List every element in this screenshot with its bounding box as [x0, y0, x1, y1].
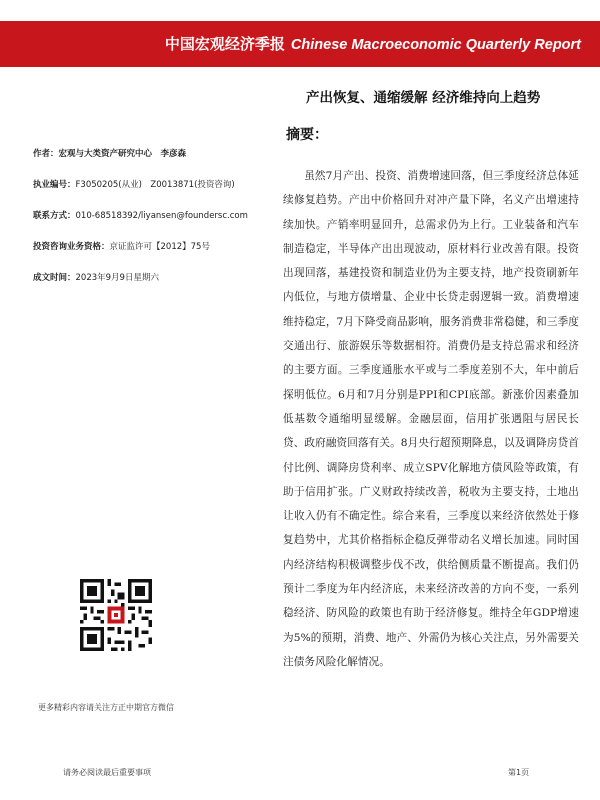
date-value: 2023年9月9日星期六: [75, 273, 159, 283]
qr-caption: 更多精彩内容请关注方正中期官方微信: [38, 703, 174, 712]
qualification-row: [33, 240, 210, 252]
contact-value[interactable]: 010-68518392/liyansen@foundersc.com: [75, 211, 248, 221]
date-row: [33, 271, 159, 283]
author-label: 作者：: [33, 149, 59, 159]
date-label: 成文时间：: [33, 273, 76, 283]
footer-disclaimer: 请务必阅读最后重要事项: [63, 768, 151, 777]
contact-row: [33, 209, 248, 221]
qualification-value: 京证监许可【2012】75号: [109, 242, 210, 252]
header-band: [0, 21, 600, 67]
author-value: 宏观与大类资产研究中心 李彦森: [58, 149, 187, 159]
page-number: 第1页: [508, 768, 530, 777]
contact-label: 联系方式：: [33, 211, 76, 221]
qualification-label: 投资咨询业务资格：: [33, 242, 110, 252]
abstract-heading: 摘要：: [286, 127, 328, 143]
license-value: F3050205(从业) Z0013871(投资咨询): [75, 180, 235, 190]
series-title-cn: 中国宏观经济季报: [164, 35, 285, 53]
author-row: [33, 147, 186, 159]
qr-code-icon: [80, 579, 152, 651]
report-series-title: [0, 21, 581, 67]
license-row: [33, 178, 235, 190]
series-title-en: Chinese Macroeconomic Quarterly Report: [290, 37, 581, 53]
license-label: 执业编号：: [33, 180, 76, 190]
report-title: 产出恢复、通缩缓解 经济维持向上趋势: [306, 90, 541, 106]
abstract-body: 虽然7月产出、投资、消费增速回落，但三季度经济总体延续修复趋势。产出中价格回升对冲产量下降，名义产出增速持续加快。产销率明显回升，总需求仍为上行。工业装备和汽车制造稳定，半导体产出出现波动，原材料行业改善有限。投资出现回落，基建投资和制造业仍为主要支持，地产投资刷新年内低位，与地方债增量、企业中长贷走弱逻辑一致。消费增速维持稳定，7月下降受商品影响，服务消费非常稳健，和三季度交通出行、旅游娱乐等数据相符。消费仍是支持总需求和经济的主要方面。三季度通胀水平或与二季度差别不大，年中前后探明低位。6月和7月分别是PPI和CPI底部。新涨价因素叠加低基数令通缩明显缓解。金融层面，信用扩张遇阻与居民长贷、政府融资回落有关。8月央行超预期降息，以及调降房贷首付比例、调降房贷利率、成立SPV化解地方债风险等政策，有助于信用扩张。广义财政持续改善，税收为主要支持，土地出让收入仍有不确定性。综合来看，三季度以来经济依然处于修复趋势中，尤其价格指标企稳反弹带动名义增长加速。同时国内经济结构积极调整步伐不改，供给侧质量不断提高。我们仍预计二季度为年内经济底，未来经济改善的方向不变，一系列稳经济、防风险的政策也有助于经济修复。维持全年GDP增速为5%的预期，消费、地产、外需仍为核心关注点，另外需要关注债务风险化解情况。: [283, 170, 579, 668]
